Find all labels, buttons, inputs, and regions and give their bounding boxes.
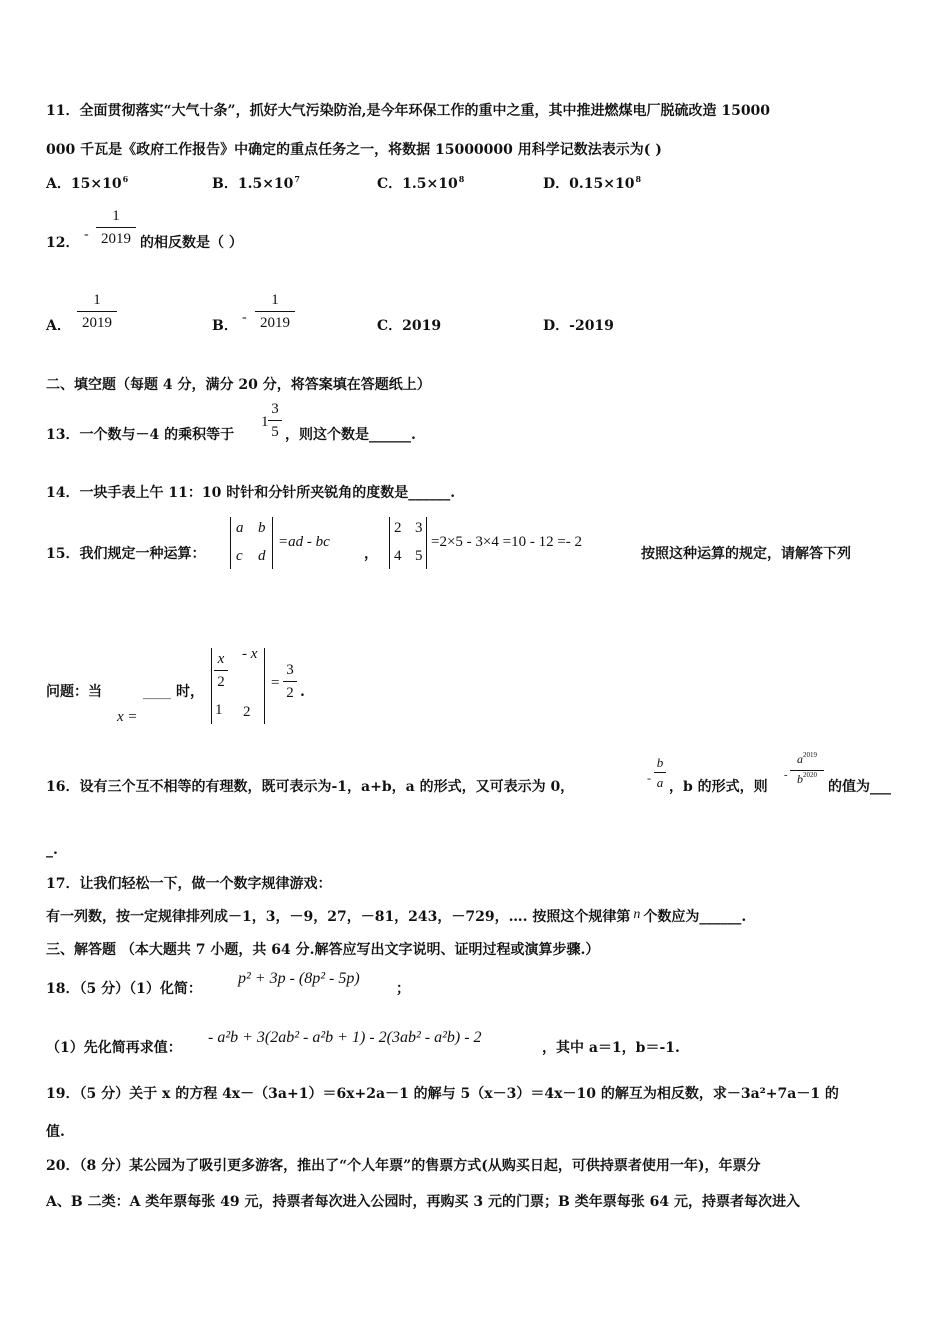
q11-option-d xyxy=(543,175,641,194)
q13-prefix: 13．一个数与－4 的乘积等于 xyxy=(46,427,235,443)
q15-example-c: 4 xyxy=(394,548,402,564)
q12-option-b-label: B． xyxy=(212,318,238,334)
section-2-heading: 二、填空题（每题 4 分，满分 20 分，将答案填在答题纸上） xyxy=(46,377,431,393)
fraction-bar xyxy=(255,311,295,312)
q16-continuation: _. xyxy=(46,842,58,858)
fraction-denominator: 2019 xyxy=(260,315,290,331)
option-label: C．1.5×10 xyxy=(377,176,458,192)
fraction-denominator xyxy=(790,772,824,789)
q12-number: 12． xyxy=(46,235,80,251)
q15-det-2: 2 xyxy=(243,704,251,720)
q19-line1: 19．（5 分）关于 x 的方程 4x－（3a+1）＝6x+2a－1 的解与 5（x－3）＝4x－10 的解互为相反数，求－3a²+7a－1 的 xyxy=(46,1086,839,1102)
q15-rhs-fraction xyxy=(283,661,297,702)
q16-power-fraction xyxy=(790,752,824,789)
fraction-bar xyxy=(654,772,666,773)
section-3-heading: 三、解答题 （本大题共 7 小题，共 64 分.解答应写出文字说明、证明过程或演算步骤.） xyxy=(46,942,600,958)
base-b: b xyxy=(797,772,803,786)
q15-def-b: b xyxy=(258,520,266,536)
q15-det-left-bar xyxy=(211,648,212,724)
option-exponent: 8 xyxy=(635,174,642,184)
q11-option-b xyxy=(212,175,300,194)
q15-line2-mid: 时， xyxy=(176,684,204,700)
q17-line2-suffix: 个数应为______. xyxy=(643,909,747,925)
q13-whole: 1 xyxy=(261,414,269,430)
q12-option-d: D．-2019 xyxy=(543,318,614,334)
q15-def-left-bar xyxy=(230,517,231,569)
q12-option-b-minus: - xyxy=(242,310,247,325)
fraction-numerator: 1 xyxy=(112,208,120,224)
q18-semicolon: ； xyxy=(396,981,410,997)
option-exponent: 8 xyxy=(458,174,465,184)
q15-prefix: 15．我们规定一种运算： xyxy=(46,546,206,562)
q15-def-right-bar xyxy=(272,517,273,569)
exponent-2020: 2020 xyxy=(803,771,817,779)
q16-prefix: 16．设有三个互不相等的有理数，既可表示为-1，a+b，a 的形式，又可表示为 0， xyxy=(46,779,575,795)
q16-minus: - xyxy=(647,771,651,785)
exponent-2019: 2019 xyxy=(803,751,817,759)
q15-det-right-bar xyxy=(264,648,265,724)
q18-prefix: 18．（5 分）（1）化简： xyxy=(46,981,202,997)
fraction-denominator: 2019 xyxy=(82,315,112,331)
fraction-bar xyxy=(283,681,297,682)
option-exponent: 7 xyxy=(294,174,300,184)
fraction-numerator: 3 xyxy=(271,401,279,417)
q12-option-b-fraction xyxy=(255,291,295,332)
option-label: D．0.15×10 xyxy=(543,176,635,192)
q12-fraction xyxy=(96,207,136,248)
q15-det-neg-x: - x xyxy=(242,646,258,662)
q15-suffix: 按照这种运算的规定，请解答下列 xyxy=(641,546,851,562)
q15-rhs-equals: = xyxy=(271,675,280,691)
fraction-denominator: 2 xyxy=(286,685,294,701)
fraction-numerator: 1 xyxy=(93,292,101,308)
q16-minus-2: - xyxy=(784,769,788,781)
q12-text: 的相反数是（ ） xyxy=(140,235,243,251)
q15-end: . xyxy=(300,684,305,700)
fraction-bar xyxy=(77,311,117,312)
q15-def-c: c xyxy=(236,548,243,564)
base-a: a xyxy=(797,752,803,766)
q13-suffix: ，则这个数是______. xyxy=(285,427,416,443)
fraction-bar xyxy=(214,670,228,671)
fraction-bar xyxy=(268,420,282,421)
q18-expression-2: - a²b + 3(2ab² - a²b + 1) - 2(3ab² - a²b) - 2 xyxy=(208,1029,482,1046)
q17-line2 xyxy=(46,908,746,927)
q15-x-equals: x = xyxy=(117,709,138,725)
q14-text: 14．一块手表上午 11：10 时针和分针所夹锐角的度数是______. xyxy=(46,485,456,501)
q12-option-c: C．2019 xyxy=(377,318,442,334)
q12-option-a-label: A． xyxy=(46,318,71,334)
q15-example-b: 3 xyxy=(415,520,423,536)
q16-mid: ，b 的形式，则 xyxy=(669,779,768,795)
q11-line2: 000 千瓦是《政府工作报告》中确定的重点任务之一，将数据 15000000 用科学记数法表示为( ) xyxy=(46,142,662,158)
q17-n: n xyxy=(633,907,641,922)
q15-example-a: 2 xyxy=(394,520,402,536)
q20-line2: A、B 二类：A 类年票每张 49 元，持票者每次进入公园时，再购买 3 元的门票；B 类年票每张 64 元，持票者每次进入 xyxy=(46,1194,800,1210)
q15-answer-blank: ____ xyxy=(143,684,171,700)
option-exponent: 6 xyxy=(122,174,129,184)
fraction-numerator: 1 xyxy=(271,292,279,308)
q15-example: =2×5 - 3×4 =10 - 12 =- 2 xyxy=(431,534,583,550)
q18-expression-1: p² + 3p - (8p² - 5p) xyxy=(238,970,360,987)
q12-minus: - xyxy=(84,227,89,242)
q15-def-a: a xyxy=(236,520,244,536)
q16-suffix: 的值为___ xyxy=(828,779,891,795)
fraction-numerator xyxy=(790,752,824,769)
q20-line1: 20．（8 分）某公园为了吸引更多游客，推出了“个人年票”的售票方式(从购买日起，可供持票者使用一年)，年票分 xyxy=(46,1158,761,1174)
fraction-bar xyxy=(96,227,136,228)
q16-b-over-a xyxy=(654,755,666,790)
q11-option-c xyxy=(377,175,464,194)
option-label: B．1.5×10 xyxy=(212,176,294,192)
q17-line2-prefix: 有一列数，按一定规律排列成－1，3，－9，27，－81，243，－729，…. 按照这个规律第 xyxy=(46,909,631,925)
q15-definition: =ad - bc xyxy=(278,534,330,550)
fraction-denominator: 5 xyxy=(271,424,279,440)
q11-option-a xyxy=(46,175,128,194)
fraction-denominator: a xyxy=(656,775,664,790)
q15-example-d: 5 xyxy=(415,548,423,564)
q15-example-right-bar xyxy=(426,517,427,569)
q15-example-left-bar xyxy=(389,517,390,569)
q11-line1: 11．全面贯彻落实“大气十条”，抓好大气污染防治,是今年环保工作的重中之重，其中推进燃煤电厂脱硫改造 15000 xyxy=(46,103,771,119)
fraction-numerator: 3 xyxy=(286,662,294,678)
q18-part2-prefix: （1）先化简再求值： xyxy=(46,1040,182,1056)
q15-det-x-over-2 xyxy=(214,650,228,691)
q12-option-a-fraction xyxy=(77,291,117,332)
q13-fraction xyxy=(268,400,282,441)
q15-def-d: d xyxy=(258,548,266,564)
fraction-denominator: 2 xyxy=(217,674,225,690)
q15-det-1: 1 xyxy=(215,702,223,718)
q18-part2-suffix: ，其中 a＝1，b＝-1. xyxy=(542,1040,680,1056)
q15-comma: ， xyxy=(364,546,378,562)
fraction-numerator: b xyxy=(656,755,664,770)
q17-line1: 17．让我们轻松一下，做一个数字规律游戏： xyxy=(46,876,332,892)
q19-line2: 值. xyxy=(46,1124,65,1140)
fraction-denominator: 2019 xyxy=(101,231,131,247)
option-label: A．15×10 xyxy=(46,176,122,192)
fraction-numerator: x xyxy=(217,651,225,667)
q15-line2-prefix: 问题：当 xyxy=(46,684,102,700)
